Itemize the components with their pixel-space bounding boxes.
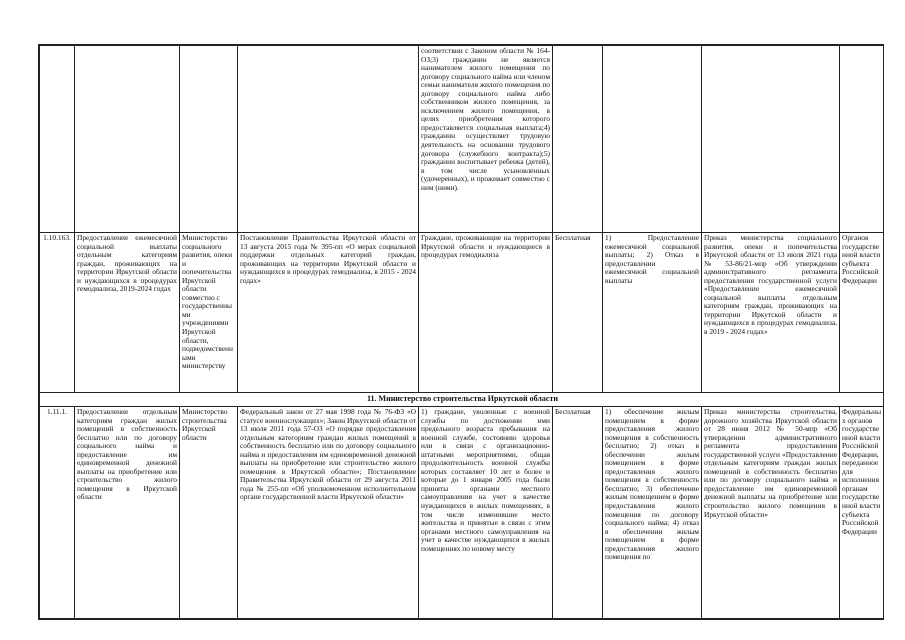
level-cell: Органов государственной власти субъекта Российской Федерации — [840, 233, 885, 393]
services-table-sheet — [38, 44, 884, 620]
recipients-cell: соответствии с Законом области № 164-ОЗ;3) гражданин не является нанимателем жилого помещения по договору социального найма или членом семьи нанимателя жилого помещения по договору социального найма либо собственником жилого помещения, за исключением жилого помещения, в целях приобретения которого предоставляется социальная выплата;4) гражданин осуществляет трудовую деятельность на основании трудового договора (служебного контракта);5) гражданин воспитывает ребенка (детей), в том числе усыновленных (удочеренных), и проживает совместно с ним (ними). — [419, 46, 553, 233]
row-number: 1.10.163. — [40, 233, 75, 393]
service-name-cell: Предоставление отдельным категориям граждан жилых помещений в собственность бесплатно или по договору социального найма и предоставление им единовременной денежной выплаты на приобретение или строительство жилого помещения в Иркутской области — [75, 407, 180, 619]
organization-cell: Министерство строительства Иркутской области — [180, 407, 238, 619]
reglament-cell: Приказ министерства строительства, дорожного хозяйства Иркутской области от 28 июня 2012 № 50-мпр «Об утверждении административного регламента предоставления государственной услуги «Предоставление отдельным категориям граждан жилых помещений в собственность бесплатно или по договору социального найма и предоставление им единовременной денежной выплаты на приобретение или строительство жилого помещения в Иркутской области» — [702, 407, 840, 619]
legal-basis-cell: Постановление Правительства Иркутской области от 13 августа 2015 года № 395-пп «О мерах социальной поддержки отдельных категорий граждан, проживающих на территории Иркутской области и нуждающихся в процедурах гемодиализа, в 2015 - 2024 годах» — [238, 233, 419, 393]
table-row-1-11-1 — [40, 407, 885, 619]
payment-cell: Бесплатная — [553, 233, 603, 393]
result-cell: 1) обеспечение жилым помещением в форме предоставления жилого помещения в собственность бесплатно; 2) отказ в обеспечении жилым помещением в форме предоставления жилого помещения в собственность бесплатно; 3) обеспечение жилым помещением в форме предоставления жилого помещения по договору социального найма; 4) отказ в обеспечении жилым помещением в форме предоставления жилого помещения по — [603, 407, 702, 619]
level-cell: Федеральных органов государственной власти Российской Федерации, переданное для исполнения органам государственной власти субъекта Российской Федерации — [840, 407, 885, 619]
recipients-cell: 1) граждане, уволенные с военной службы по достижении ими предельного возраста пребывания на военной службе, состоянию здоровья или в связи с организационно-штатными мероприятиями, общая продолжительность военной службы которых составляет 10 лет и более и которые до 1 января 2005 года были приняты органами местного самоуправления на учет в качестве нуждающихся в жилых помещениях, в том числе изменившие место жительства и принятые в связи с этим органами местного самоуправления на учет в качестве нуждающихся в жилых помещениях по новому месту — [419, 407, 553, 619]
service-name-cell: Предоставление ежемесячной социальной выплаты отдельным категориям граждан, проживающих на территории Иркутской области и нуждающихся в процедурах гемодиализа, 2019-2024 годах — [75, 233, 180, 393]
organization-cell: Министерство социального развития, опеки и попечительства Иркутской области совместно с государственными учреждениями Иркутской области, подведомственными министерству — [180, 233, 238, 393]
section-title: 11. Министерство строительства Иркутской области — [40, 393, 885, 407]
table-row-continuation — [40, 46, 885, 233]
payment-cell: Бесплатная — [553, 407, 603, 619]
reglament-cell: Приказ министерства социального развития, опеки и попечительства Иркутской области от 13 июля 2021 года № 53-86/21-мпр «Об утверждении административного регламента предоставления государственной услуги «Предоставление ежемесячной социальной выплаты отдельным категориям граждан, проживающих на территории Иркутской области и нуждающихся в процедурах гемодиализа, в 2019 - 2024 годах» — [702, 233, 840, 393]
section-header-row — [40, 393, 885, 407]
legal-basis-cell: Федеральный закон от 27 мая 1998 года № 76-ФЗ «О статусе военнослужащих»; Закон Иркутской области от 13 июля 2011 года 57-ОЗ «О порядке предоставления отдельным категориям граждан жилых помещений в собственность бесплатно или по договору социального найма и предоставления им единовременной денежной выплаты на приобретение или строительство жилого помещения в Иркутской области»; Постановление Правительства Иркутской области от 29 августа 2011 года № 255-пп «Об уполномоченном исполнительном органе государственной власти Иркутской области» — [238, 407, 419, 619]
table-row-1-10-163 — [40, 233, 885, 393]
row-number: 1.11.1. — [40, 407, 75, 619]
result-cell: 1) Предоставление ежемесячной социальной выплаты; 2) Отказ в предоставлении ежемесячной социальной выплаты — [603, 233, 702, 393]
recipients-cell: Граждане, проживающие на территории Иркутской области и нуждающиеся в процедурах гемодиализа — [419, 233, 553, 393]
services-table — [39, 45, 884, 619]
